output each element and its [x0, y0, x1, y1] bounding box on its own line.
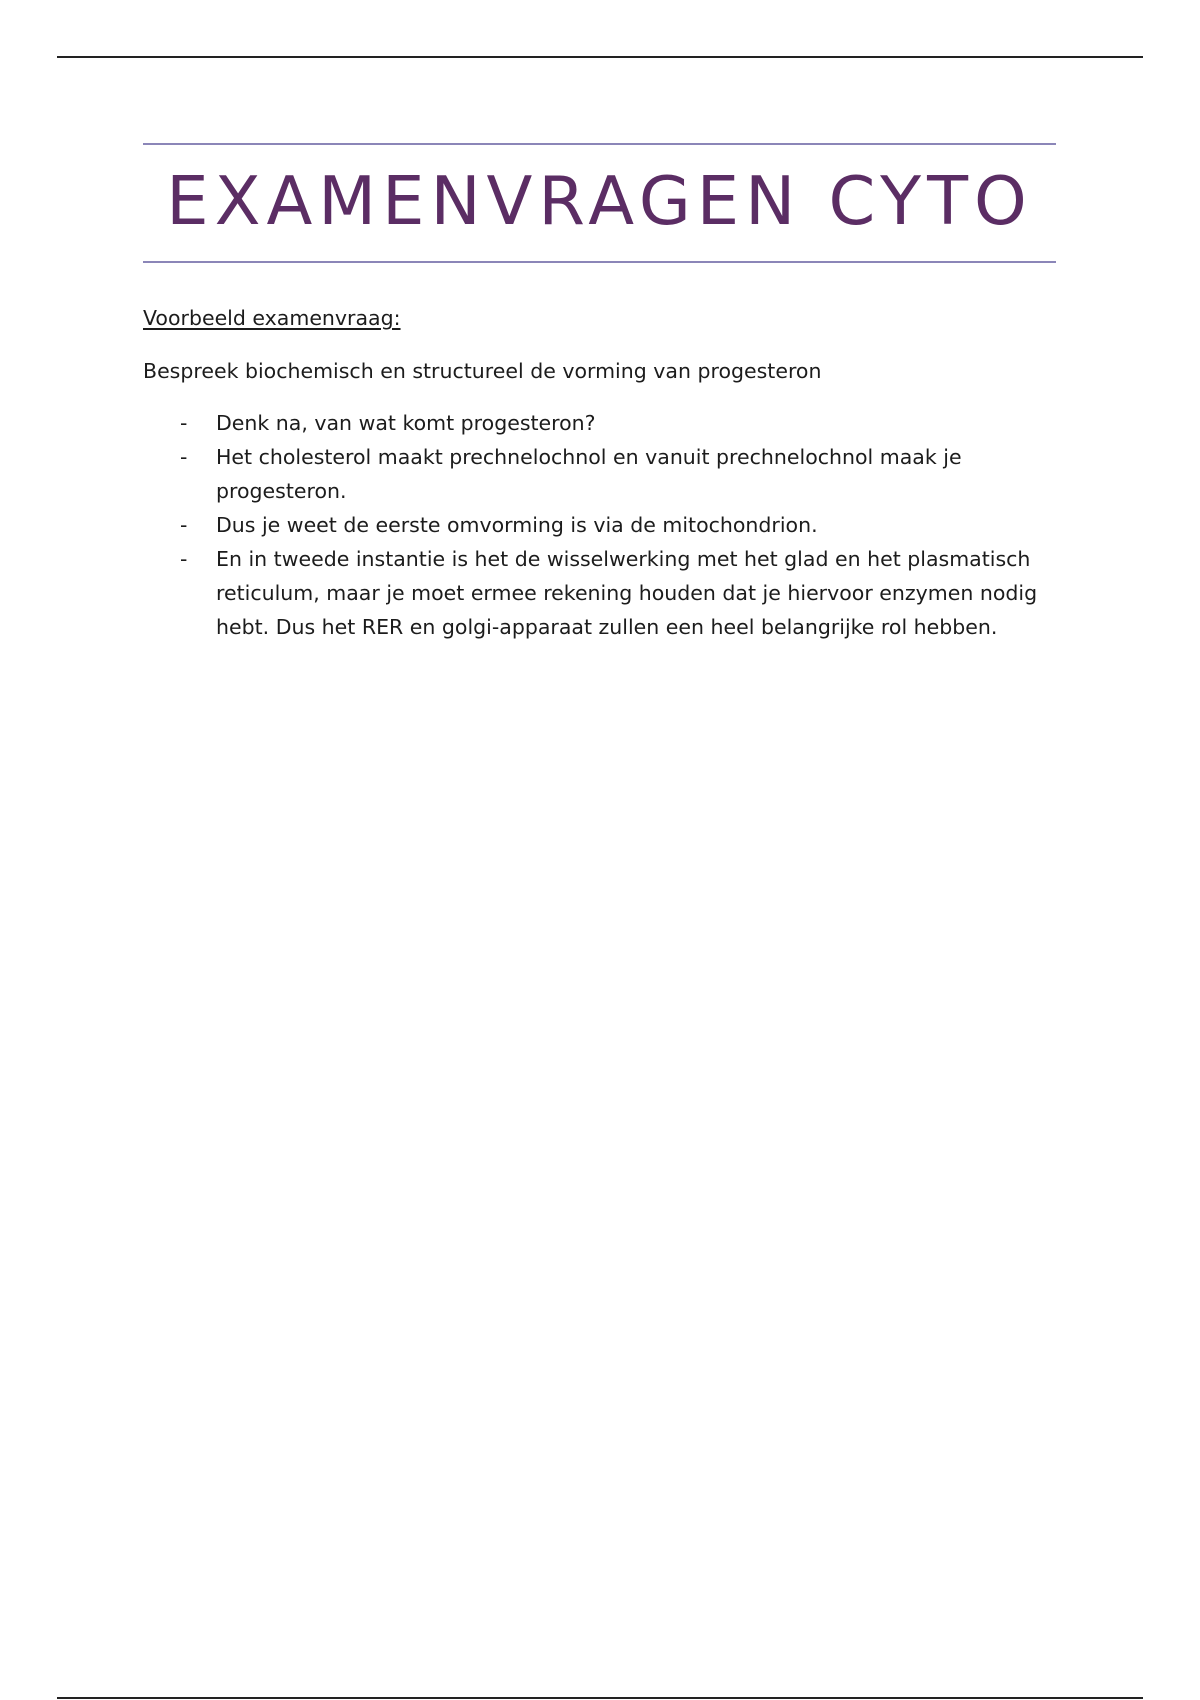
- document-body: [143, 303, 1056, 644]
- bullet-dash: -: [180, 445, 188, 469]
- list-item-text: Het cholesterol maakt prechnelochnol en vanuit prechnelochnol maak je progesteron.: [216, 445, 962, 503]
- title-bottom-rule: [143, 261, 1056, 263]
- exam-question: Bespreek biochemisch en structureel de vorming van progesteron: [143, 359, 822, 383]
- list-item-text: Dus je weet de eerste omvorming is via de mitochondrion.: [216, 513, 818, 537]
- bullet-dash: -: [180, 513, 188, 537]
- bullet-list: [143, 406, 1056, 644]
- page-bottom-divider: [57, 1697, 1143, 1699]
- list-item: [143, 508, 1056, 542]
- list-item-text: En in tweede instantie is het de wisselwerking met het glad en het plasmatisch reticulum, maar je moet ermee rekening houden dat je hiervoor enzymen nodig hebt. Dus het RER en golgi-apparaat zullen een heel belangrijke rol hebben.: [216, 547, 1038, 639]
- bullet-dash: -: [180, 547, 188, 571]
- title-block: [143, 143, 1056, 263]
- document-title: EXAMENVRAGEN CYTO: [166, 162, 1033, 240]
- list-item: [143, 440, 1056, 508]
- list-item-text: Denk na, van wat komt progesteron?: [216, 411, 596, 435]
- title-top-rule: [143, 143, 1056, 145]
- list-item: [143, 406, 1056, 440]
- bullet-dash: -: [180, 411, 188, 435]
- section-heading: Voorbeeld examenvraag:: [143, 306, 401, 330]
- list-item: [143, 542, 1056, 644]
- page-top-divider: [57, 56, 1143, 58]
